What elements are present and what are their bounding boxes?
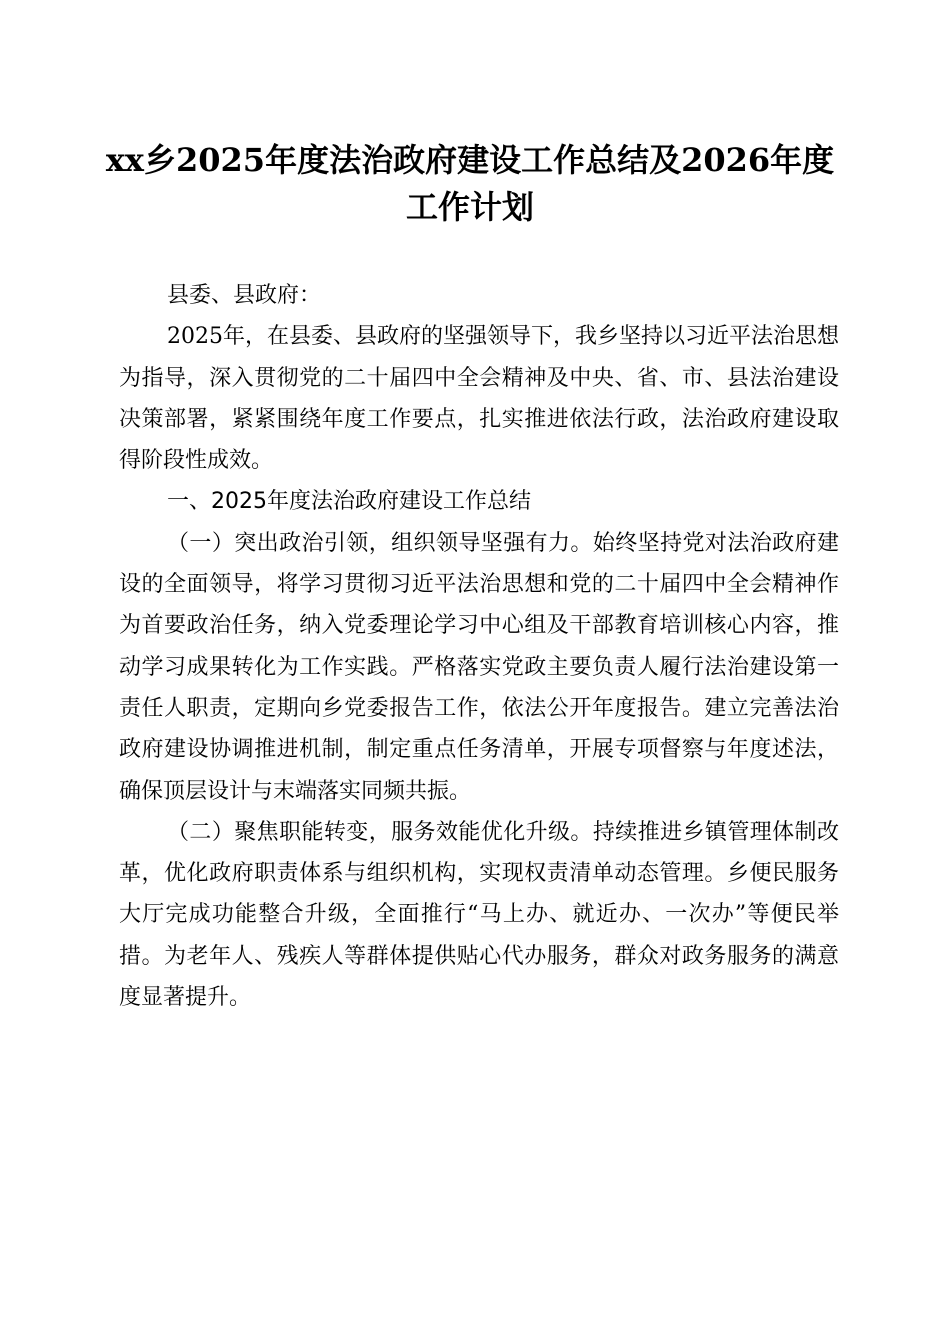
item-1-body: 始终坚持党对法治政府建设的全面领导，将学习贯彻习近平法治思想和党的二十届四中全会精神作为首要政治任务，纳入党委理论学习中心组及干部教育培训核心内容，推动学习成果转化为工作实践。严格落实党政主要负责人履行法治建设第一责任人职责，定期向乡党委报告工作，依法公开年度报告。建立完善法治政府建设协调推进机制，制定重点任务清单，开展专项督察与年度述法，确保顶层设计与末端落实同频共振。 xyxy=(119,530,839,804)
item-1-lead: （一）突出政治引领，组织领导坚强有力。 xyxy=(167,530,593,556)
document-body xyxy=(119,275,839,1018)
section-heading-1: 一、2025年度法治政府建设工作总结 xyxy=(167,489,531,515)
intro-paragraph: 2025年，在县委、县政府的坚强领导下，我乡坚持以习近平法治思想为指导，深入贯彻党的二十届四中全会精神及中央、省、市、县法治建设决策部署，紧紧围绕年度工作要点，扎实推进依法行政，法治政府建设取得阶段性成效。 xyxy=(119,324,839,474)
salutation: 县委、县政府： xyxy=(167,283,322,308)
item-1-paragraph xyxy=(119,523,839,812)
item-2-paragraph xyxy=(119,812,839,1018)
item-2-lead: （二）聚焦职能转变，服务效能优化升级。 xyxy=(167,819,593,845)
document-title: xx乡2025年度法治政府建设工作总结及2026年度工作计划 xyxy=(105,141,835,226)
item-2-body: 持续推进乡镇管理体制改革，优化政府职责体系与组织机构，实现权责清单动态管理。乡便民服务大厅完成功能整合升级，全面推行“马上办、就近办、一次办”等便民举措。为老年人、残疾人等群体提供贴心代办服务，群众对政务服务的满意度显著提升。 xyxy=(119,819,839,1011)
